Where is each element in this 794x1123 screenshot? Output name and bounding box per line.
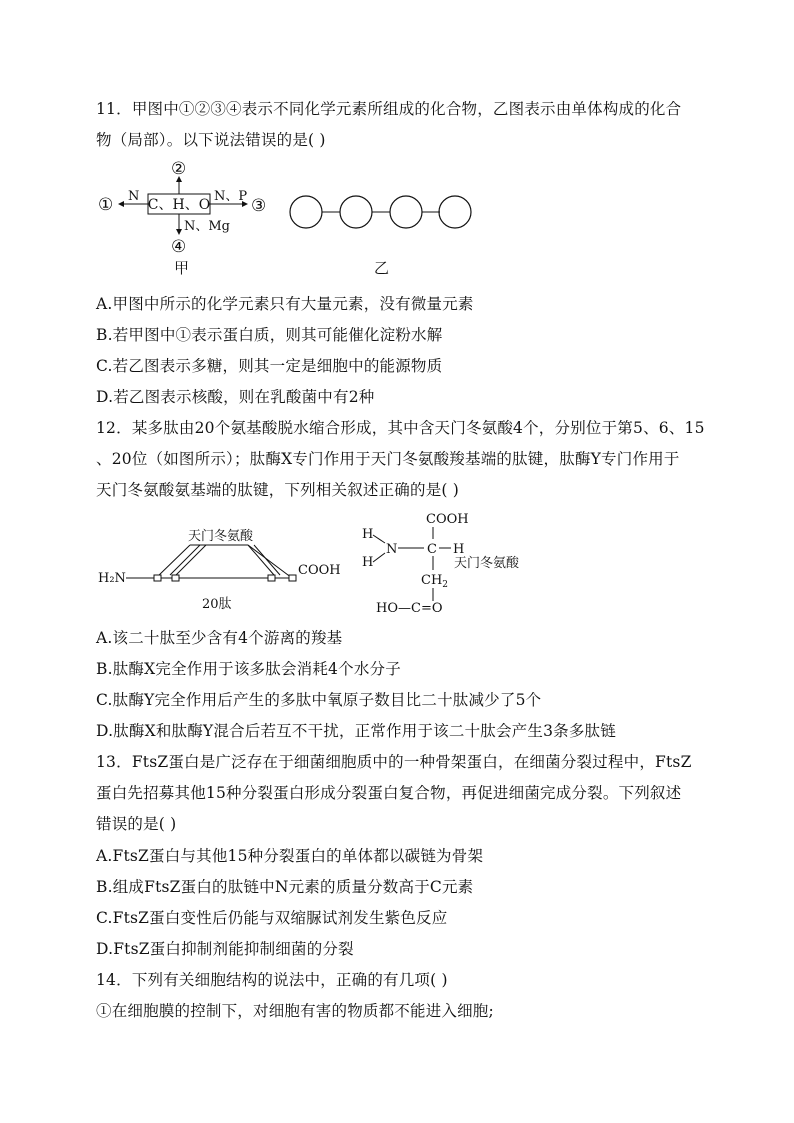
q13-option-a: A.FtsZ蛋白与其他15种分裂蛋白的单体都以碳链为骨架 bbox=[96, 847, 484, 865]
peptide-residue-15 bbox=[268, 575, 275, 581]
q11-stem-line1: 11．甲图中①②③④表示不同化学元素所组成的化合物，乙图表示由单体构成的化合 bbox=[96, 100, 682, 118]
yi-label: 乙 bbox=[374, 259, 390, 277]
asp-h-bottom: H bbox=[362, 555, 374, 570]
peptide-caption: 20肽 bbox=[202, 597, 232, 612]
peptide-residue-5 bbox=[154, 575, 161, 581]
asp-ch2: $CH_2$ bbox=[421, 573, 449, 590]
q11-figure-yi bbox=[285, 190, 480, 280]
jia-number-2: ② bbox=[171, 159, 187, 179]
jia-label: 甲 bbox=[174, 259, 190, 277]
jia-number-1: ① bbox=[98, 195, 114, 215]
jia-number-4: ④ bbox=[171, 237, 187, 257]
q13-stem-line1: 13．FtsZ蛋白是广泛存在于细菌细胞质中的一种骨架蛋白，在细菌分裂过程中，FtsZ bbox=[96, 753, 692, 771]
q11-figure-jia bbox=[96, 155, 276, 280]
peptide-residue-6 bbox=[172, 575, 179, 581]
peptide-asp-label: 天门冬氨酸 bbox=[188, 529, 254, 544]
monomer-circle bbox=[390, 196, 422, 228]
q11-option-d: D.若乙图表示核酸，则在乳酸菌中有2种 bbox=[96, 388, 375, 406]
q12-stem-line3: 天门冬氨酸氨基端的肽键，下列相关叙述正确的是( ) bbox=[96, 481, 460, 499]
peptide-c-terminus: COOH bbox=[298, 563, 341, 578]
q13-option-b: B.组成FtsZ蛋白的肽链中N元素的质量分数高于C元素 bbox=[96, 878, 474, 896]
monomer-circle bbox=[340, 196, 372, 228]
q12-figure-peptide bbox=[96, 520, 356, 620]
asp-h-right: H bbox=[453, 542, 465, 557]
q11-option-a: A.甲图中所示的化学元素只有大量元素，没有微量元素 bbox=[96, 295, 474, 313]
jia-number-3: ③ bbox=[251, 196, 267, 216]
asp-side-carboxyl: HO—C=O bbox=[376, 601, 443, 616]
monomer-circle bbox=[290, 196, 322, 228]
q11-option-b: B.若甲图中①表示蛋白质，则其可能催化淀粉水解 bbox=[96, 326, 443, 344]
peptide-n-terminus: H₂N bbox=[98, 571, 126, 586]
q12-stem-line2: 、20位（如图所示）；肽酶X专门作用于天门冬氨酸羧基端的肽键，肽酶Y专门作用于 bbox=[96, 450, 680, 468]
q12-stem-line1: 12．某多肽由20个氨基酸脱水缩合形成，其中含天门冬氨酸4个，分别位于第5、6、15 bbox=[96, 419, 705, 437]
q13-option-c: C.FtsZ蛋白变性后仍能与双缩脲试剂发生紫色反应 bbox=[96, 909, 448, 927]
jia-left-element: N bbox=[128, 189, 140, 204]
q14-item-1: ①在细胞膜的控制下，对细胞有害的物质都不能进入细胞; bbox=[96, 1002, 494, 1020]
q12-option-c: C.肽酶Y完全作用后产生的多肽中氧原子数目比二十肽减少了5个 bbox=[96, 691, 542, 709]
jia-center-label: C、H、O bbox=[147, 197, 211, 213]
q12-option-a: A.该二十肽至少含有4个游离的羧基 bbox=[96, 629, 343, 647]
q13-stem-line2: 蛋白先招募其他15种分裂蛋白形成分裂蛋白复合物，再促进细菌完成分裂。下列叙述 bbox=[96, 784, 682, 802]
asp-c-alpha: C bbox=[427, 542, 437, 557]
q12-figure-aspartate bbox=[358, 505, 538, 620]
asp-h-top: H bbox=[362, 527, 374, 542]
jia-right-element: N、P bbox=[214, 189, 248, 204]
q11-option-c: C.若乙图表示多糖，则其一定是细胞中的能源物质 bbox=[96, 357, 443, 375]
asp-name-label: 天门冬氨酸 bbox=[454, 556, 520, 571]
asp-cooh: COOH bbox=[426, 512, 469, 527]
q11-stem-line2: 物（局部）。以下说法错误的是( ) bbox=[96, 131, 326, 149]
q14-stem-line1: 14．下列有关细胞结构的说法中，正确的有几项( ) bbox=[96, 971, 448, 989]
jia-bottom-element: N、Mg bbox=[184, 219, 231, 234]
asp-n: N bbox=[386, 542, 398, 557]
q12-option-b: B.肽酶X完全作用于该多肽会消耗4个水分子 bbox=[96, 660, 401, 678]
monomer-circle bbox=[439, 196, 471, 228]
q12-option-d: D.肽酶X和肽酶Y混合后若互不干扰，正常作用于该二十肽会产生3条多肽链 bbox=[96, 722, 616, 740]
q13-option-d: D.FtsZ蛋白抑制剂能抑制细菌的分裂 bbox=[96, 940, 354, 958]
peptide-residue-20 bbox=[289, 575, 296, 581]
q13-stem-line3: 错误的是( ) bbox=[96, 815, 177, 833]
